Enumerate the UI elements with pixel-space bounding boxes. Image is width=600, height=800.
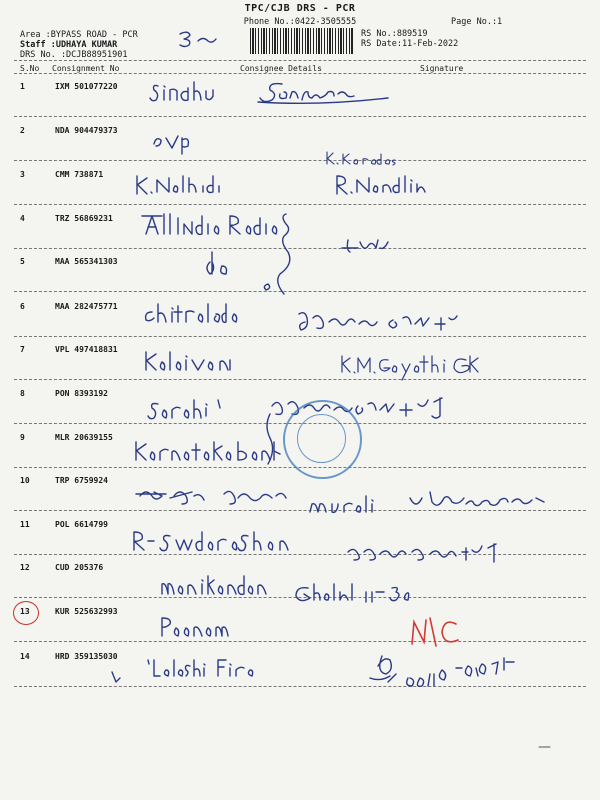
row-divider bbox=[14, 379, 586, 380]
page-title: TPC/CJB DRS - PCR bbox=[244, 3, 356, 14]
page-number: Page No.:1 bbox=[451, 17, 503, 27]
row-5-sno: 5 bbox=[20, 257, 25, 266]
handwritten-count bbox=[178, 30, 218, 50]
company-seal bbox=[283, 400, 362, 479]
bracket-row-9 bbox=[262, 412, 282, 472]
handwriting-row-3 bbox=[133, 172, 228, 198]
signature-row-7 bbox=[340, 352, 485, 380]
row-6-consignment: MAA 282475771 bbox=[55, 302, 118, 311]
handwriting-row-13 bbox=[158, 614, 238, 638]
row-divider bbox=[14, 336, 586, 337]
signature-row-3 bbox=[333, 172, 428, 198]
phone-number: Phone No.:0422-3505555 bbox=[243, 17, 357, 27]
row-14-consignment: HRD 359135030 bbox=[55, 652, 118, 661]
scan-artifact bbox=[538, 744, 552, 750]
row-12-consignment: CUD 205376 bbox=[55, 563, 104, 572]
row-13-consignment: KUR 525632993 bbox=[55, 607, 118, 616]
row-1-consignment: IXM 501077220 bbox=[55, 82, 118, 91]
signature-row-10 bbox=[308, 492, 393, 518]
staff-label: Staff :UDHAYA KUMAR bbox=[20, 40, 118, 50]
signature-row-10b bbox=[408, 488, 553, 512]
signature-row-11 bbox=[344, 540, 514, 564]
row-7-sno: 7 bbox=[20, 345, 25, 354]
row-11-sno: 11 bbox=[20, 520, 30, 529]
signature-row-12 bbox=[292, 580, 462, 608]
area-label: Area :BYPASS ROAD - PCR bbox=[20, 30, 138, 40]
signature-row-4 bbox=[338, 236, 398, 256]
row-1-sno: 1 bbox=[20, 82, 25, 91]
row-11-consignment: POL 6614799 bbox=[55, 520, 108, 529]
handwriting-row-9 bbox=[132, 438, 282, 468]
row-12-sno: 12 bbox=[20, 563, 30, 572]
row-2-sno: 2 bbox=[20, 126, 25, 135]
handwriting-row-6 bbox=[142, 300, 252, 326]
tick-mark bbox=[108, 668, 126, 686]
header-rule-bottom bbox=[14, 73, 586, 74]
row-divider bbox=[14, 160, 586, 161]
row-7-consignment: VPL 497418831 bbox=[55, 345, 118, 354]
rs-date: RS Date:11-Feb-2022 bbox=[361, 39, 459, 49]
handwriting-row-8 bbox=[148, 396, 238, 422]
row-5-consignment: MAA 565341303 bbox=[55, 257, 118, 266]
handwriting-row-4-5 bbox=[140, 212, 310, 302]
signature-row-1 bbox=[258, 78, 393, 108]
column-consignment: Consignment No bbox=[52, 64, 120, 73]
phone-number-handwritten bbox=[402, 656, 537, 704]
row-3-sno: 3 bbox=[20, 170, 25, 179]
row-8-consignment: PON 8393192 bbox=[55, 389, 108, 398]
signature-row-2 bbox=[325, 150, 400, 168]
row-8-sno: 8 bbox=[20, 389, 25, 398]
signature-row-6 bbox=[295, 308, 465, 336]
row-9-consignment: MLR 20639155 bbox=[55, 433, 113, 442]
row-9-sno: 9 bbox=[20, 433, 25, 442]
row-divider bbox=[14, 204, 586, 205]
row-10-consignment: TRP 6759924 bbox=[55, 476, 108, 485]
handwriting-row-11 bbox=[130, 528, 340, 554]
row-2-consignment: NDA 904479373 bbox=[55, 126, 118, 135]
handwriting-row-10 bbox=[134, 482, 304, 510]
row-divider bbox=[14, 641, 586, 642]
row-3-consignment: CMM 738871 bbox=[55, 170, 104, 179]
column-signature: Signature bbox=[420, 64, 464, 73]
row-divider bbox=[14, 116, 586, 117]
signature-row-14 bbox=[366, 652, 406, 692]
not-contacted-mark bbox=[408, 616, 468, 648]
handwriting-row-1 bbox=[150, 78, 240, 108]
handwriting-row-14 bbox=[146, 658, 276, 680]
row-4-sno: 4 bbox=[20, 214, 25, 223]
drs-number: DRS No. :DCJB88951901 bbox=[20, 50, 128, 60]
row-6-sno: 6 bbox=[20, 302, 25, 311]
row-13-sno: 13 bbox=[20, 607, 30, 616]
row-14-sno: 14 bbox=[20, 652, 30, 661]
rs-number: RS No.:889519 bbox=[361, 29, 428, 39]
barcode bbox=[250, 28, 354, 54]
column-sno: S.No bbox=[20, 64, 40, 73]
handwriting-row-2 bbox=[152, 126, 197, 154]
handwriting-row-7 bbox=[142, 348, 232, 376]
row-4-consignment: TRZ 56869231 bbox=[55, 214, 113, 223]
handwriting-row-12 bbox=[158, 572, 278, 598]
row-10-sno: 10 bbox=[20, 476, 30, 485]
column-consignee-details: Consignee Details bbox=[240, 64, 322, 73]
header-rule-top bbox=[14, 60, 586, 61]
